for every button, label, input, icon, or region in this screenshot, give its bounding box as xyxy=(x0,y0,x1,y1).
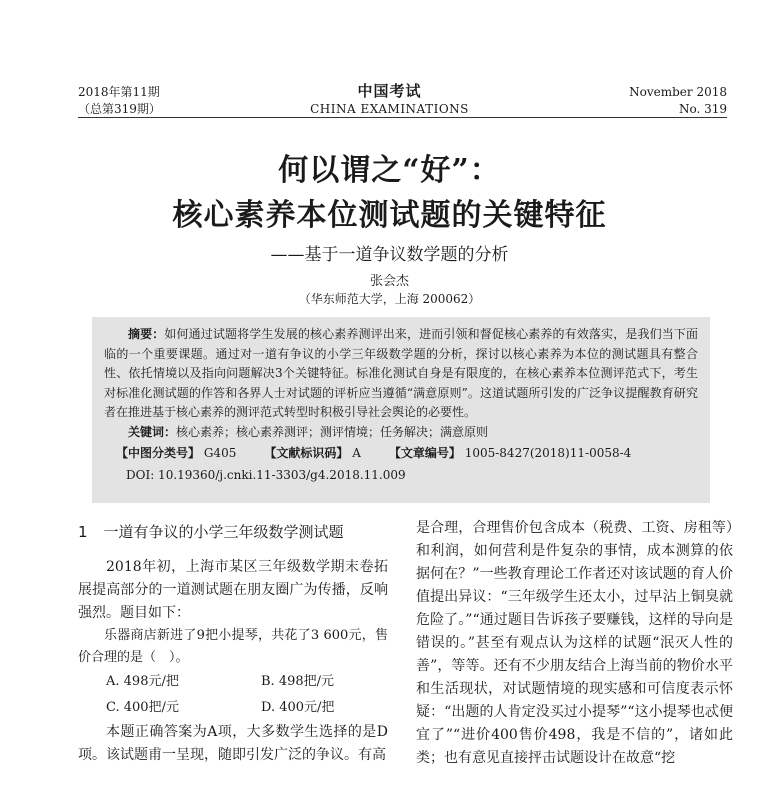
body-paragraph-1: 2018年初，上海市某区三年级数学期末卷拓展提高部分的一道测试题在朋友圈广为传播，反响强烈。题目如下： xyxy=(78,559,388,621)
option-c: C. 400把/元 xyxy=(106,700,179,715)
abstract-paragraph xyxy=(104,325,698,423)
classification-row xyxy=(104,444,698,464)
clc-value: G405 xyxy=(203,446,237,460)
issue-number-en: No. 319 xyxy=(678,102,727,116)
journal-name-en: CHINA EXAMINATIONS xyxy=(310,102,469,116)
issue-en: November 2018 xyxy=(629,85,727,99)
header-rule xyxy=(78,117,727,118)
title-line-1: 何以谓之“好”： xyxy=(278,153,501,188)
right-column-text: 是合理，合理售价包含成本（税费、工资、房租等）和利润，如何营利是件复杂的事情，成本测算的依据何在？”一些教育理论工作者还对该试题的育人价值提出异议：“三年级学生还太小，过早沾上铜臭就危险了。”“通过题目告诉孩子要赚钱，这样的导向是错误的。”甚至有观点认为这样的试题“泯灭人性的善”，等等。还有不少朋友结合上海当前的物价水平和生活现状，对试题情境的现实感和可信度表示怀疑：“出题的人肯定没买过小提琴”“这小提琴也忒便宜了”“进价400售价498，我是不信的”，诸如此类；也有意见直接抨击试题设计在故意“挖 xyxy=(416,520,733,766)
abstract-box xyxy=(92,317,710,503)
issue-cn: 2018年第11期 xyxy=(78,85,160,99)
section-number: 1 xyxy=(78,523,88,541)
left-column xyxy=(78,517,388,767)
option-a: A. 498元/把 xyxy=(106,674,179,689)
affiliation: （华东师范大学，上海 200062） xyxy=(298,292,481,306)
answer-options xyxy=(78,669,388,721)
clc-cell xyxy=(116,444,236,464)
option-d: D. 400元/把 xyxy=(261,700,335,715)
abstract-label: 摘要： xyxy=(128,327,165,341)
running-header-right xyxy=(629,84,727,118)
doi: DOI: 10.19360/j.cnki.11-3303/g4.2018.11.009 xyxy=(126,467,406,482)
keywords: 核心素养；核心素养测评；测评情境；任务解决；满意原则 xyxy=(176,424,489,439)
article-number-value: 1005-8427(2018)11-0058-4 xyxy=(464,446,632,460)
body-paragraph-2: 本题正确答案为A项，大多数学生选择的是D项。该试题甫一呈现，随即引发广泛的争议。有高 xyxy=(78,724,388,763)
article-number-label: 【文章编号】 xyxy=(388,446,461,460)
keywords-line xyxy=(104,423,698,443)
doc-code-value: A xyxy=(352,446,361,460)
right-column xyxy=(416,517,733,770)
abstract-text: 如何通过试题将学生发展的核心素养测评出来，进而引领和督促核心素养的有效落实，是我们当下面临的一个重要课题。通过对一道有争议的小学三年级数学题的分析，探讨以核心素养为本位的测试题具有整合性、依托情境以及指向问题解决3个关键特征。标准化测试自身是有限度的，在核心素养本位测评范式下，考生对标准化测试题的作答和各界人士对试题的评析应当遵循“满意原则”。这道试题所引发的广泛争议提醒教育研究者在推进基于核心素养的测评范式转型时积极引导社会舆论的必要性。 xyxy=(104,327,698,419)
clc-label: 【中图分类号】 xyxy=(116,446,201,460)
doc-code-label: 【文献标识码】 xyxy=(264,446,349,460)
section-heading xyxy=(78,521,388,544)
subtitle: ——基于一道争议数学题的分析 xyxy=(270,245,509,265)
keywords-label: 关键词： xyxy=(128,424,177,439)
exam-question: 乐器商店新进了9把小提琴，共花了3 600元，售价合理的是（ ）。 xyxy=(78,628,388,665)
section-title: 一道有争议的小学三年级数学测试题 xyxy=(103,523,344,541)
author: 张会杰 xyxy=(369,274,409,289)
title-line-2: 核心素养本位测试题的关键特征 xyxy=(172,198,607,233)
article-number-cell xyxy=(389,444,631,464)
doc-code-cell xyxy=(264,444,361,464)
journal-name-cn: 中国考试 xyxy=(357,82,422,100)
total-issue-cn: （总第319期） xyxy=(78,102,161,116)
option-b: B. 498把/元 xyxy=(261,674,335,689)
